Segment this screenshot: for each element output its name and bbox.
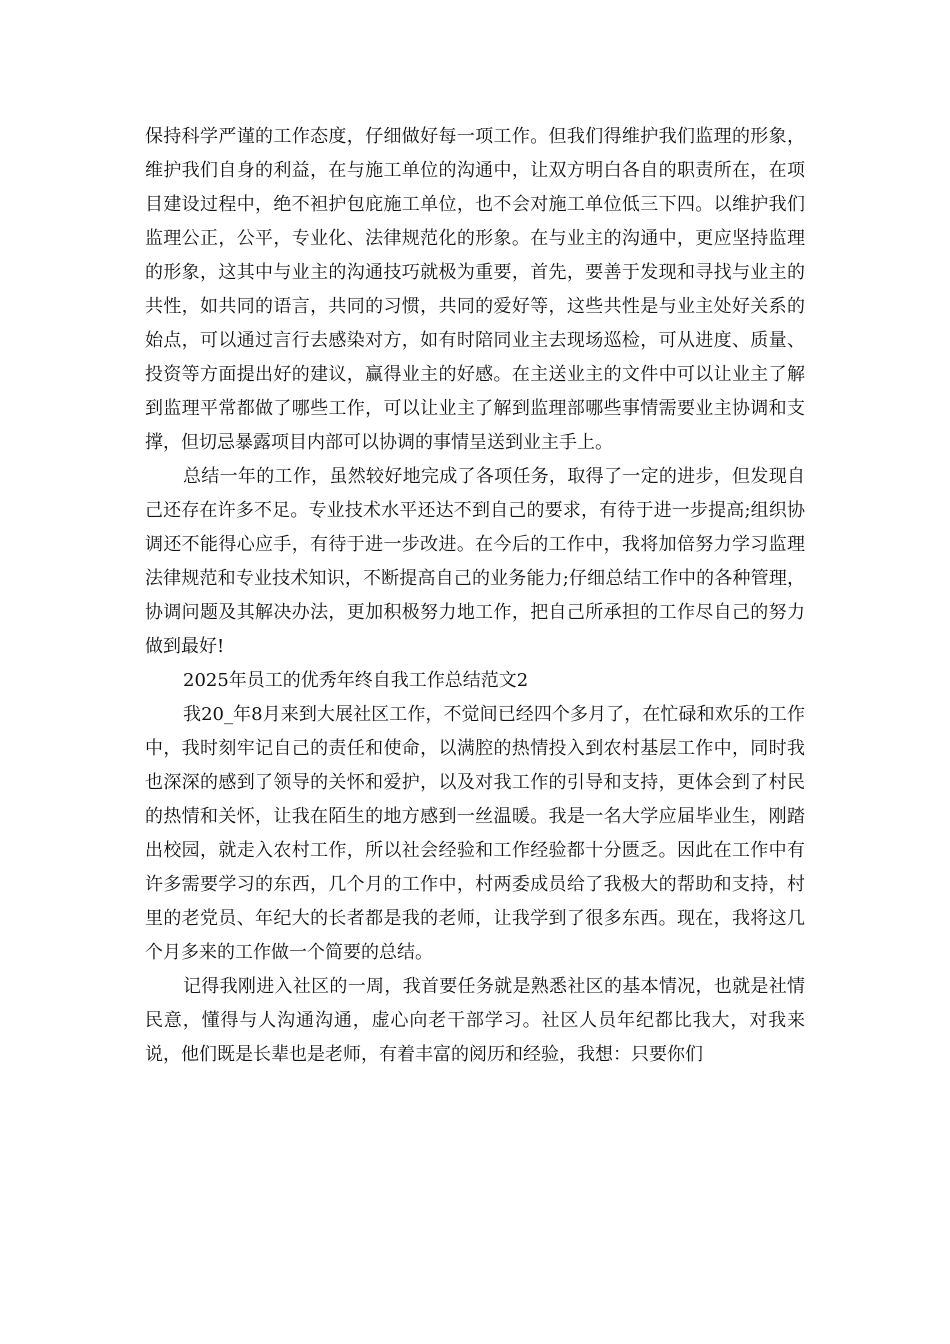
document-body	[145, 120, 805, 1072]
paragraph-first-week: 记得我刚进入社区的一周，我首要任务就是熟悉社区的基本情况，也就是社情民意，懂得与人沟通沟通，虚心向老干部学习。社区人员年纪都比我大，对我来说，他们既是长辈也是老师，有着丰富的阅历和经验，我想：只要你们	[145, 976, 805, 1065]
paragraph-intro: 我20_年8月来到大展社区工作，不觉间已经四个多月了，在忙碌和欢乐的工作中，我时刻牢记自己的责任和使命，以满腔的热情投入到农村基层工作中，同时我也深深的感到了领导的关怀和爱护，以及对我工作的引导和支持，更体会到了村民的热情和关怀，让我在陌生的地方感到一丝温暖。我是一名大学应届毕业生，刚踏出校园，就走入农村工作，所以社会经验和工作经验都十分匮乏。因此在工作中有许多需要学习的东西，几个月的工作中，村两委成员给了我极大的帮助和支持，村里的老党员、年纪大的长者都是我的老师，让我学到了很多东西。现在，我将这几个月多来的工作做一个简要的总结。	[145, 704, 805, 963]
paragraph-summary: 总结一年的工作，虽然较好地完成了各项任务，取得了一定的进步，但发现自己还存在许多不足。专业技术水平还达不到自己的要求，有待于进一步提高;组织协调还不能得心应手，有待于进一步改进。在今后的工作中，我将加倍努力学习监理法律规范和专业技术知识，不断提高自己的业务能力;仔细总结工作中的各种管理，协调问题及其解决办法，更加积极努力地工作，把自己所承担的工作尽自己的努力做到最好!	[145, 466, 805, 657]
section-heading: 2025年员工的优秀年终自我工作总结范文2	[183, 670, 529, 691]
paragraph-continued: 保持科学严谨的工作态度，仔细做好每一项工作。但我们得维护我们监理的形象，维护我们自身的利益，在与施工单位的沟通中，让双方明白各自的职责所在，在项目建设过程中，绝不袒护包庇施工单位，也不会对施工单位低三下四。以维护我们监理公正，公平，专业化、法律规范化的形象。在与业主的沟通中，更应坚持监理的形象，这其中与业主的沟通技巧就极为重要，首先，要善于发现和寻找与业主的共性，如共同的语言，共同的习惯，共同的爱好等，这些共性是与业主处好关系的始点，可以通过言行去感染对方，如有时陪同业主去现场巡检，可从进度、质量、投资等方面提出好的建议，赢得业主的好感。在主送业主的文件中可以让业主了解到监理平常都做了哪些工作，可以让业主了解到监理部哪些事情需要业主协调和支撑，但切忌暴露项目内部可以协调的事情呈送到业主手上。	[145, 126, 805, 453]
